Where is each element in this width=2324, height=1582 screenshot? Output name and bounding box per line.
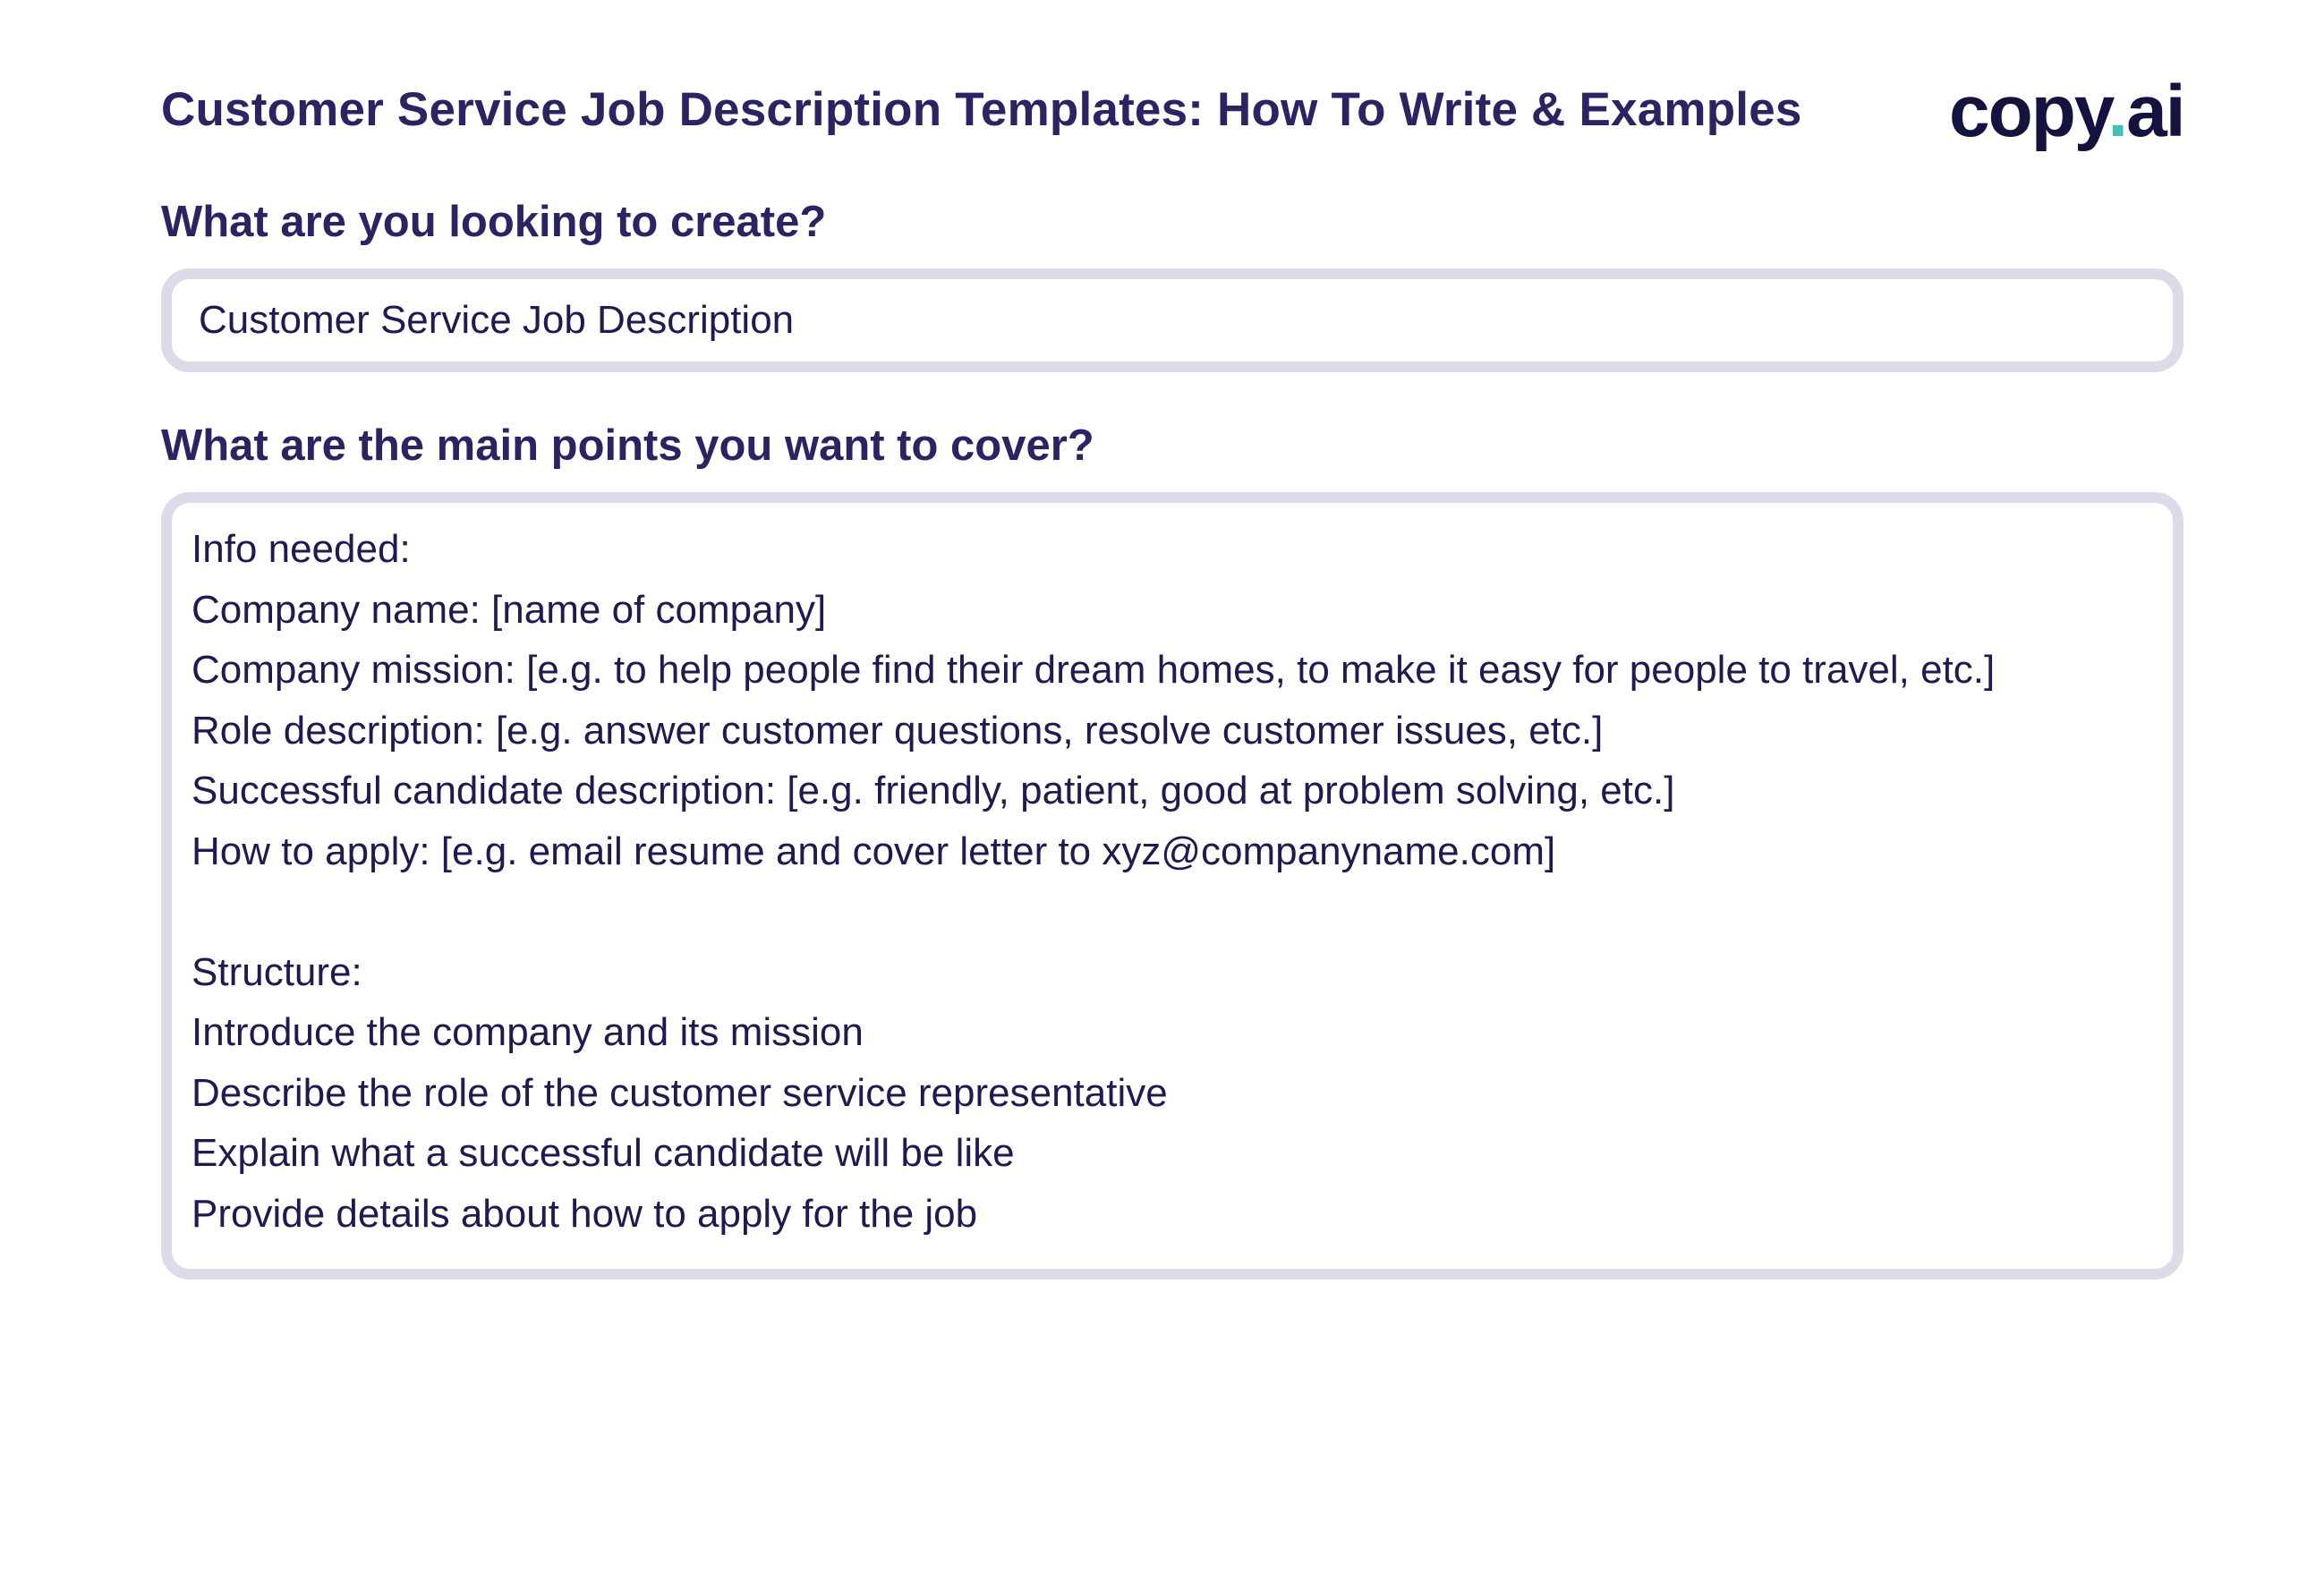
logo-dot: . <box>2107 71 2127 152</box>
logo-text-copy: copy <box>1949 71 2108 152</box>
text-line: Info needed: <box>192 527 411 571</box>
text-line: Provide details about how to apply for the job <box>192 1191 978 1236</box>
text-line: Introduce the company and its mission <box>192 1010 864 1054</box>
logo-text-ai: ai <box>2126 71 2184 152</box>
create-question-label: What are you looking to create? <box>161 198 827 246</box>
blank-line <box>192 881 1995 942</box>
text-line: Role description: [e.g. answer customer questions, resolve customer issues, etc.] <box>192 708 1604 753</box>
main-points-textarea[interactable] <box>161 492 2184 1280</box>
text-line: Describe the role of the customer service representative <box>192 1070 1168 1115</box>
page-title: Customer Service Job Description Templates: How To Write & Examples <box>161 83 1802 136</box>
create-input-field[interactable] <box>161 268 2184 372</box>
main-points-text <box>192 519 1995 1244</box>
text-line: Company name: [name of company] <box>192 587 827 632</box>
text-line: Structure: <box>192 949 362 994</box>
text-line: How to apply: [e.g. email resume and cover letter to xyz@companyname.com] <box>192 829 1556 873</box>
main-points-question-label: What are the main points you want to cover? <box>161 421 1094 470</box>
text-line: Successful candidate description: [e.g. friendly, patient, good at problem solving, etc.] <box>192 769 1675 812</box>
copy-ai-logo[interactable] <box>1949 72 2184 152</box>
create-input-value: Customer Service Job Description <box>199 298 795 342</box>
text-line: Company mission: [e.g. to help people find their dream homes, to make it easy for people to travel, etc.] <box>192 648 1996 692</box>
text-line: Explain what a successful candidate will be like <box>192 1131 1015 1175</box>
